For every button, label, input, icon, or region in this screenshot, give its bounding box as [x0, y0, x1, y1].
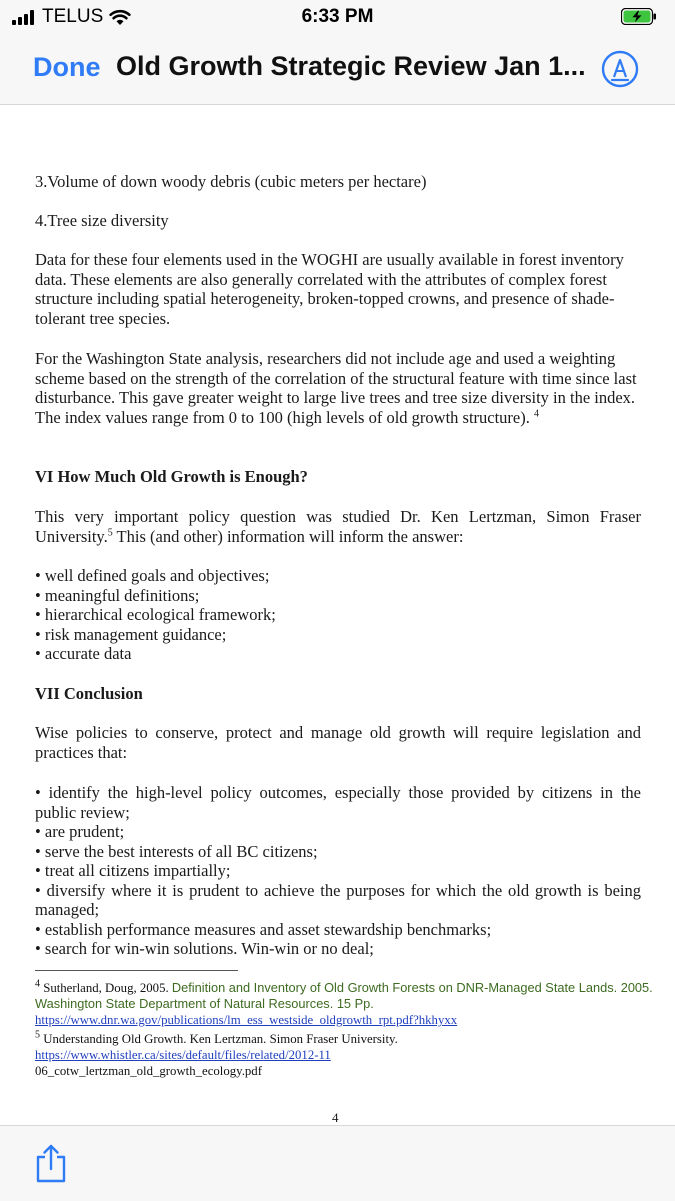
footnote-source-title: Definition and Inventory of Old Growth Forests on DNR-Managed State Lands. 2005. Washington State Department of Natural Resources. 15 Pp.	[35, 980, 653, 1011]
bullet-list-answer	[35, 566, 641, 664]
footnote-link-continuation: 06_cotw_lertzman_old_growth_ecology.pdf	[35, 1064, 262, 1078]
markup-icon[interactable]	[601, 50, 639, 88]
paragraph-washington-analysis	[35, 349, 641, 427]
navigation-bar	[0, 34, 675, 105]
status-bar	[0, 0, 675, 34]
footnote-ref: 5	[107, 527, 113, 538]
list-item: • identify the high-level policy outcomes, especially those provided by citizens in the public review;	[35, 783, 641, 822]
share-icon[interactable]	[34, 1143, 68, 1183]
carrier-name: TELUS	[42, 6, 104, 27]
paragraph-text: This very important policy question was studied Dr. Ken Lertzman, Simon Fraser University.	[35, 507, 641, 546]
list-item: • are prudent;	[35, 822, 125, 841]
section-heading-vii: VII Conclusion	[35, 684, 143, 703]
clock: 6:33 PM	[301, 6, 374, 27]
document-title: Old Growth Strategic Review Jan 1...	[116, 51, 586, 81]
done-button[interactable]: Done	[33, 52, 101, 82]
list-item: • treat all citizens impartially;	[35, 861, 231, 880]
list-item-3: 3.Volume of down woody debris (cubic meters per hectare)	[35, 172, 427, 191]
footnote-author: Sutherland, Doug, 2005.	[40, 981, 172, 995]
footnote-number: 5	[35, 1029, 40, 1041]
footnote-link[interactable]: https://www.whistler.ca/sites/default/files/related/2012-11	[35, 1048, 331, 1062]
list-item: • well defined goals and objectives;	[35, 566, 270, 585]
footnote-5	[35, 1031, 655, 1079]
paragraph-wise-policies: Wise policies to conserve, protect and manage old growth will require legislation and practices that:	[35, 723, 641, 762]
section-heading-vi: VI How Much Old Growth is Enough?	[35, 467, 308, 486]
footnote-divider	[35, 970, 238, 971]
footnote-link[interactable]: https://www.dnr.wa.gov/publications/lm_ess_westside_oldgrowth_rpt.pdf?hkhyxx	[35, 1013, 458, 1027]
bottom-toolbar	[0, 1125, 675, 1201]
battery-charging-icon	[621, 8, 657, 25]
paragraph-policy-question	[35, 507, 641, 546]
list-item: • establish performance measures and asset stewardship benchmarks;	[35, 919, 492, 939]
paragraph-text: This (and other) information will inform the answer:	[112, 526, 464, 546]
paragraph-data-elements: Data for these four elements used in the WOGHI are usually available in forest inventory data. These elements are also generally correlated with the attributes of complex forest structure including spatial heterogeneity, broken-topped crowns, and presence of shade-tolerant tree species.	[35, 250, 624, 328]
footnote-ref: 4	[534, 408, 539, 419]
list-item: • accurate data	[35, 644, 132, 663]
paragraph-text: For the Washington State analysis, researchers did not include age and used a weighting scheme based on the strength of the correlation of the structural feature with time since last disturbance. This gave greater weight to large live trees and tree size diversity in the index. The index values range from 0 to 100 (high levels of old growth structure).	[35, 349, 637, 427]
page-number: 4	[332, 1110, 339, 1125]
bullet-list-practices	[35, 783, 641, 959]
list-item: • risk management guidance;	[35, 624, 227, 644]
list-item: • diversify where it is prudent to achieve the purposes for which the old growth is being managed;	[35, 880, 641, 919]
list-item: • meaningful definitions;	[35, 585, 200, 605]
list-item: • search for win-win solutions. Win-win or no deal;	[35, 939, 374, 958]
list-item: • serve the best interests of all BC citizens;	[35, 841, 318, 861]
footnote-4	[35, 980, 655, 1028]
document-page[interactable]	[0, 105, 675, 1125]
footnote-text: Understanding Old Growth. Ken Lertzman. Simon Fraser University.	[40, 1032, 398, 1046]
list-item-4: 4.Tree size diversity	[35, 211, 169, 230]
list-item: • hierarchical ecological framework;	[35, 605, 276, 624]
footnote-number: 4	[35, 978, 40, 990]
